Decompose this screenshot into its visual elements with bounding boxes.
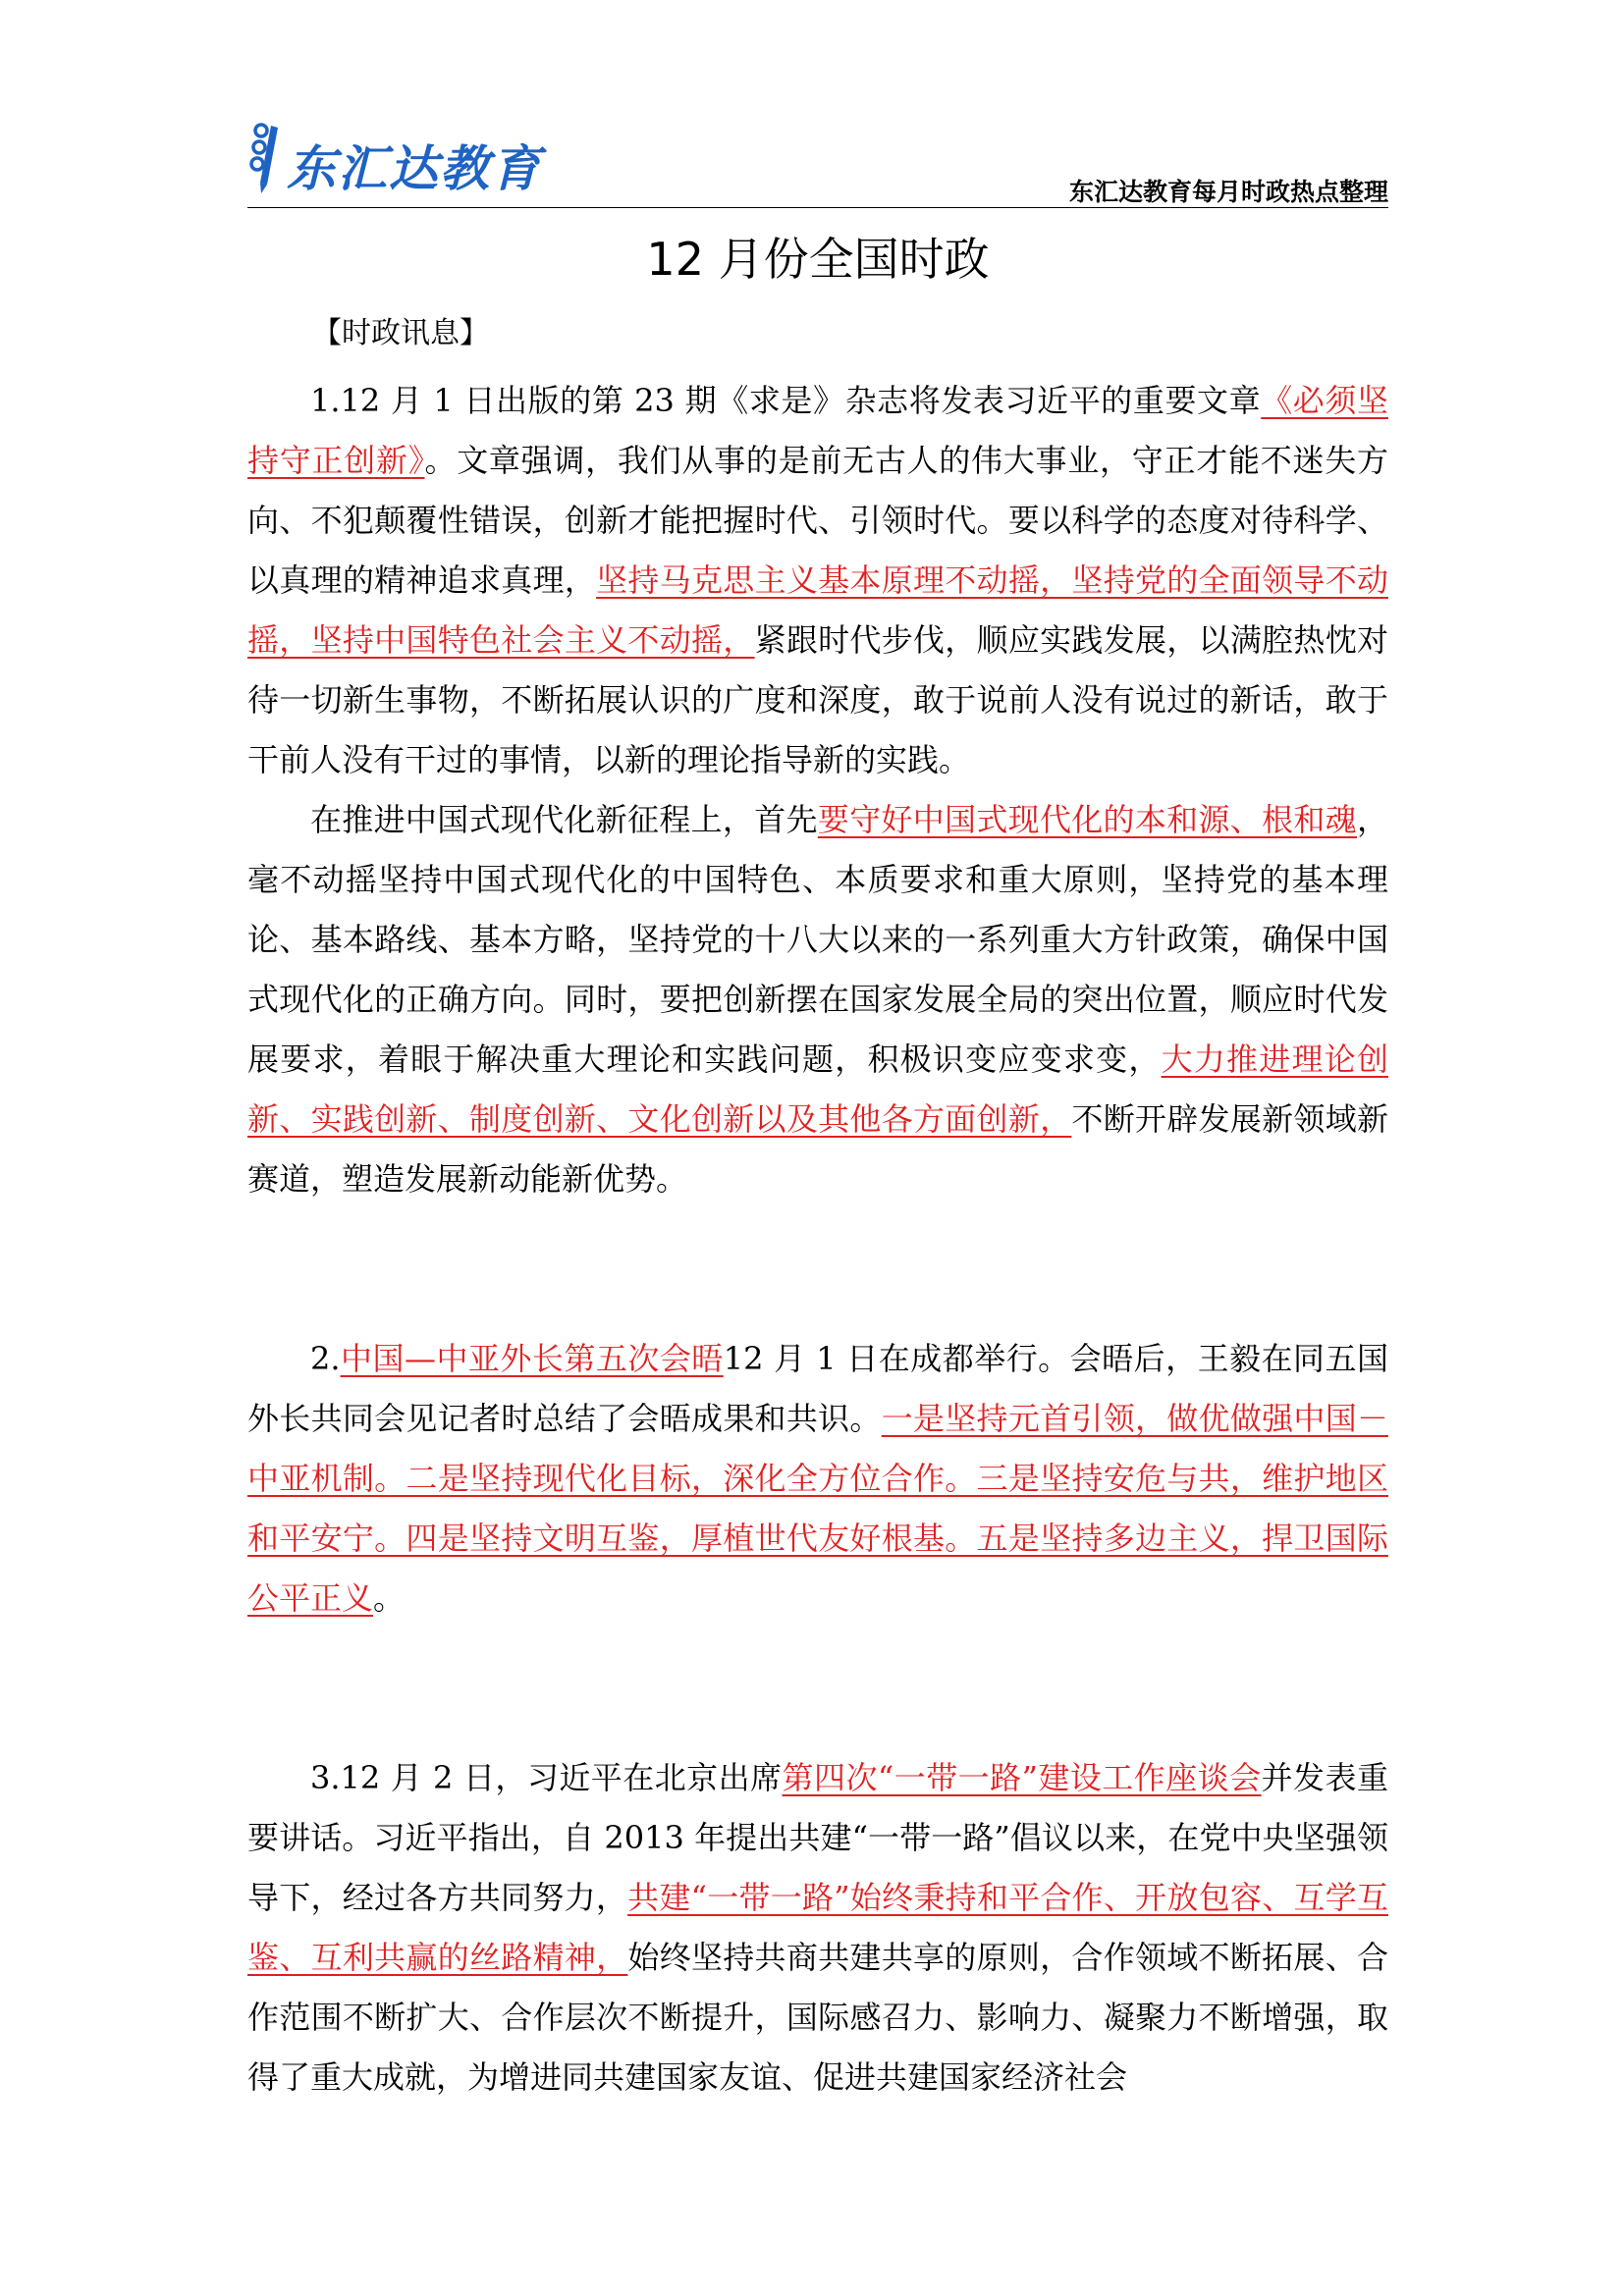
highlight-text: 坚持马克思主义基本原理不动摇，坚持党的全面领导不动摇，坚持中国特色社会主义不动摇，	[247, 561, 1388, 659]
logo	[247, 116, 601, 197]
paragraph-text: 并发表重要讲话。习近平指出，自 2013 年提出共建“一带一路”倡议以来，在党中央坚强领导下，经过各方共同努力，	[247, 1759, 1388, 1916]
paragraph-text: 1.12 月 1 日出版的第 23 期《求是》杂志将发表习近平的重要文章	[310, 382, 1262, 419]
highlight-text: 第四次“一带一路”建设工作座谈会	[782, 1759, 1262, 1796]
logo-text: 东汇达教育	[287, 140, 542, 197]
paragraph-text: 紧跟时代步伐，顺应实践发展，以满腔热忱对待一切新生事物，不断拓展认识的广度和深度，敢于说前人没有说过的新话，敢于干前人没有干过的事情，以新的理论指导新的实践。	[247, 621, 1388, 778]
paragraph-2	[247, 790, 1388, 1209]
highlight-text: 《必须坚持守正创新》	[247, 382, 1388, 479]
page-header	[247, 116, 1388, 206]
paragraph-text: 在推进中国式现代化新征程上，首先	[310, 801, 818, 838]
paragraph-text: 始终坚持共商共建共享的原则，合作领域不断拓展、合作范围不断扩大、合作层次不断提升，国际感召力、影响力、凝聚力不断增强，取得了重大成就，为增进同共建国家友谊、促进共建国家经济社会	[247, 1939, 1388, 2096]
header-subtitle: 东汇达教育每月时政热点整理	[1068, 178, 1388, 206]
highlight-text: 要守好中国式现代化的本和源、根和魂	[817, 801, 1357, 838]
paragraph-1	[247, 371, 1388, 790]
paragraph-gap	[247, 1269, 1388, 1329]
paragraph-text: ，毫不动摇坚持中国式现代化的中国特色、本质要求和重大原则，坚持党的基本理论、基本路线、基本方略，坚持党的十八大以来的一系列重大方针政策，确保中国式现代化的正确方向。同时，要把创新摆在国家发展全局的突出位置，顺应时代发展要求，着眼于解决重大理论和实践问题，积极识变应变求变，	[247, 801, 1388, 1078]
highlight-text: 一是坚持元首引领，做优做强中国－中亚机制。二是坚持现代化目标，深化全方位合作。三是坚持安危与共，维护地区和平安宁。四是坚持文明互鉴，厚植世代友好根基。五是坚持多边主义，捍卫国际公平正义	[247, 1400, 1388, 1617]
highlight-text: 大力推进理论创新、实践创新、制度创新、文化创新以及其他各方面创新，	[247, 1041, 1388, 1138]
paragraph-3	[247, 1329, 1388, 1629]
paragraph-text: 3.12 月 2 日，习近平在北京出席	[310, 1759, 783, 1796]
paragraph-gap	[247, 1629, 1388, 1688]
highlight-text: 中国—中亚外长第五次会晤	[340, 1340, 724, 1377]
document-body	[247, 371, 1388, 2108]
paragraph-gap	[247, 1209, 1388, 1269]
paragraph-text: 。文章强调，我们从事的是前无古人的伟大事业，守正才能不迷失方向、不犯颠覆性错误，创新才能把握时代、引领时代。要以科学的态度对待科学、以真理的精神追求真理，	[247, 442, 1388, 599]
paragraph-4	[247, 1748, 1388, 2108]
paragraph-gap	[247, 1688, 1388, 1748]
logo-pen-icon	[247, 122, 281, 194]
header-divider	[247, 207, 1388, 208]
paragraph-text: 2.	[310, 1340, 341, 1377]
page-title: 12 月份全国时政	[646, 233, 990, 286]
section-label: 【时政讯息】	[312, 316, 489, 350]
paragraph-text: 12 月 1 日在成都举行。会晤后，王毅在同五国外长共同会见记者时总结了会晤成果和共识。	[247, 1340, 1388, 1437]
paragraph-text: 。	[373, 1579, 406, 1617]
paragraph-text: 不断开辟发展新领域新赛道，塑造发展新动能新优势。	[247, 1100, 1388, 1198]
highlight-text: 共建“一带一路”始终秉持和平合作、开放包容、互学互鉴、互利共赢的丝路精神，	[247, 1879, 1388, 1976]
